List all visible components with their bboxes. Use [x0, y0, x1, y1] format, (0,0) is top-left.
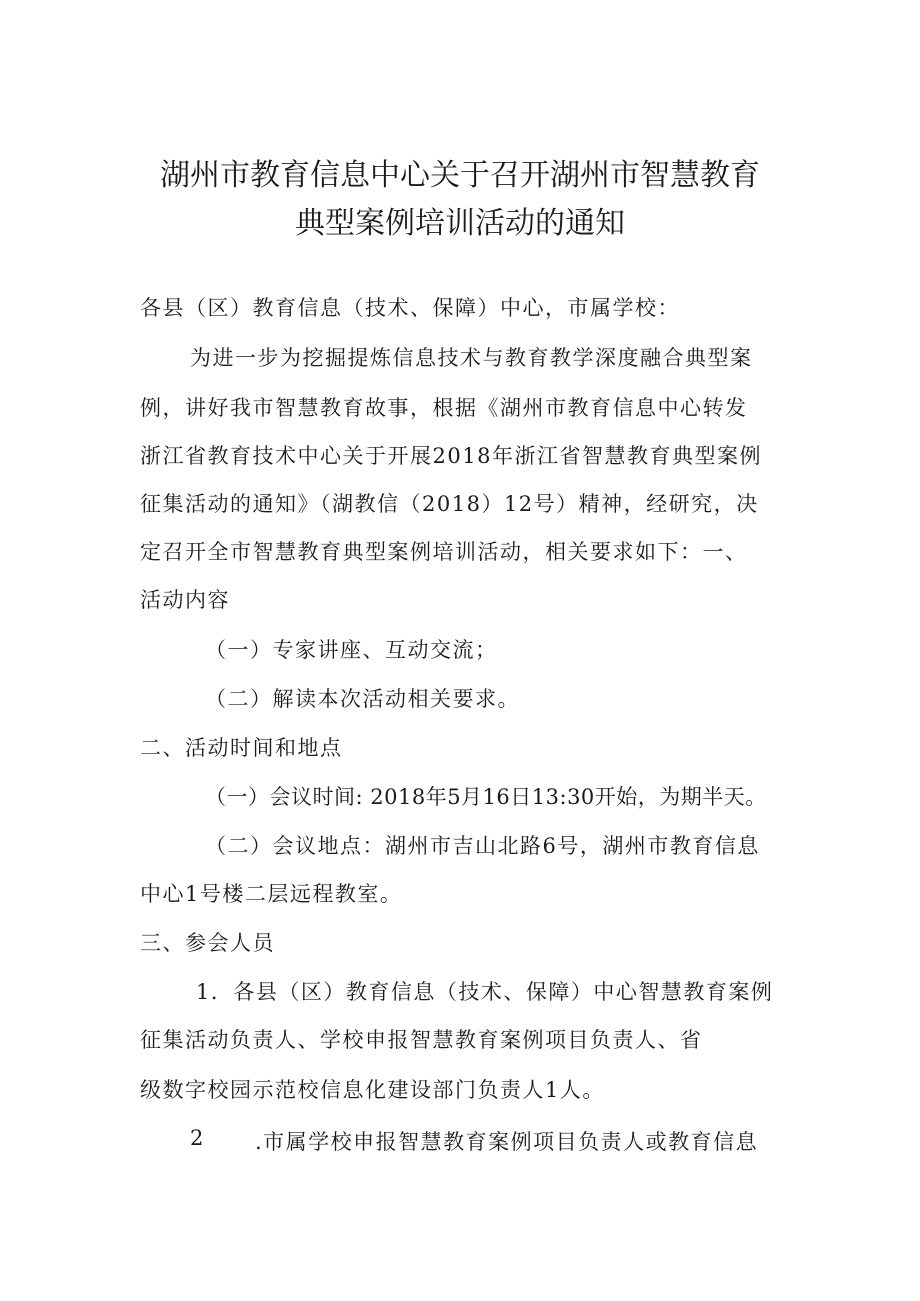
participants-line: .市属学校申报智慧教育案例项目负责人或教育信息 [255, 1130, 759, 1154]
intro-line: 浙江省教育技术中心关于开展2018年浙江省智慧教育典型案例 [140, 444, 762, 468]
intro-line: 征集活动的通知》（湖教信（2018）12号）精神，经研究，决 [140, 492, 759, 516]
section-heading-time-place: 二、活动时间和地点 [140, 736, 343, 760]
content-item: （二）解读本次活动相关要求。 [205, 687, 520, 711]
intro-line: 活动内容 [140, 588, 230, 612]
meeting-place-line: （二）会议地点：湖州市吉山北路6号，湖州市教育信息 [205, 834, 760, 858]
document-title-line-1: 湖州市教育信息中心关于召开湖州市智慧教育 [160, 158, 760, 193]
document-title-line-2: 典型案例培训活动的通知 [295, 206, 625, 241]
participants-line: 1．各县（区）教育信息（技术、保障）中心智慧教育案例 [196, 980, 774, 1004]
meeting-place-line: 中心1号楼二层远程教室。 [140, 882, 403, 906]
intro-line: 定召开全市智慧教育典型案例培训活动，相关要求如下：一、 [140, 540, 748, 564]
participants-line: 征集活动负责人、学校申报智慧教育案例项目负责人、省 [140, 1028, 703, 1052]
participants-line: 级数字校园示范校信息化建设部门负责人1人。 [140, 1078, 605, 1102]
participants-item-number: 2 [190, 1126, 205, 1150]
section-heading-participants: 三、参会人员 [140, 931, 275, 955]
intro-line: 例，讲好我市智慧教育故事，根据《湖州市教育信息中心转发 [140, 396, 748, 420]
meeting-time: （一）会议时间: 2018年5月16日13:30开始，为期半天。 [205, 785, 767, 809]
content-item: （一）专家讲座、互动交流； [205, 638, 498, 662]
intro-line: 为进一步为挖掘提炼信息技术与教育教学深度融合典型案 [190, 346, 753, 370]
salutation: 各县（区）教育信息（技术、保障）中心，市属学校： [140, 296, 680, 320]
